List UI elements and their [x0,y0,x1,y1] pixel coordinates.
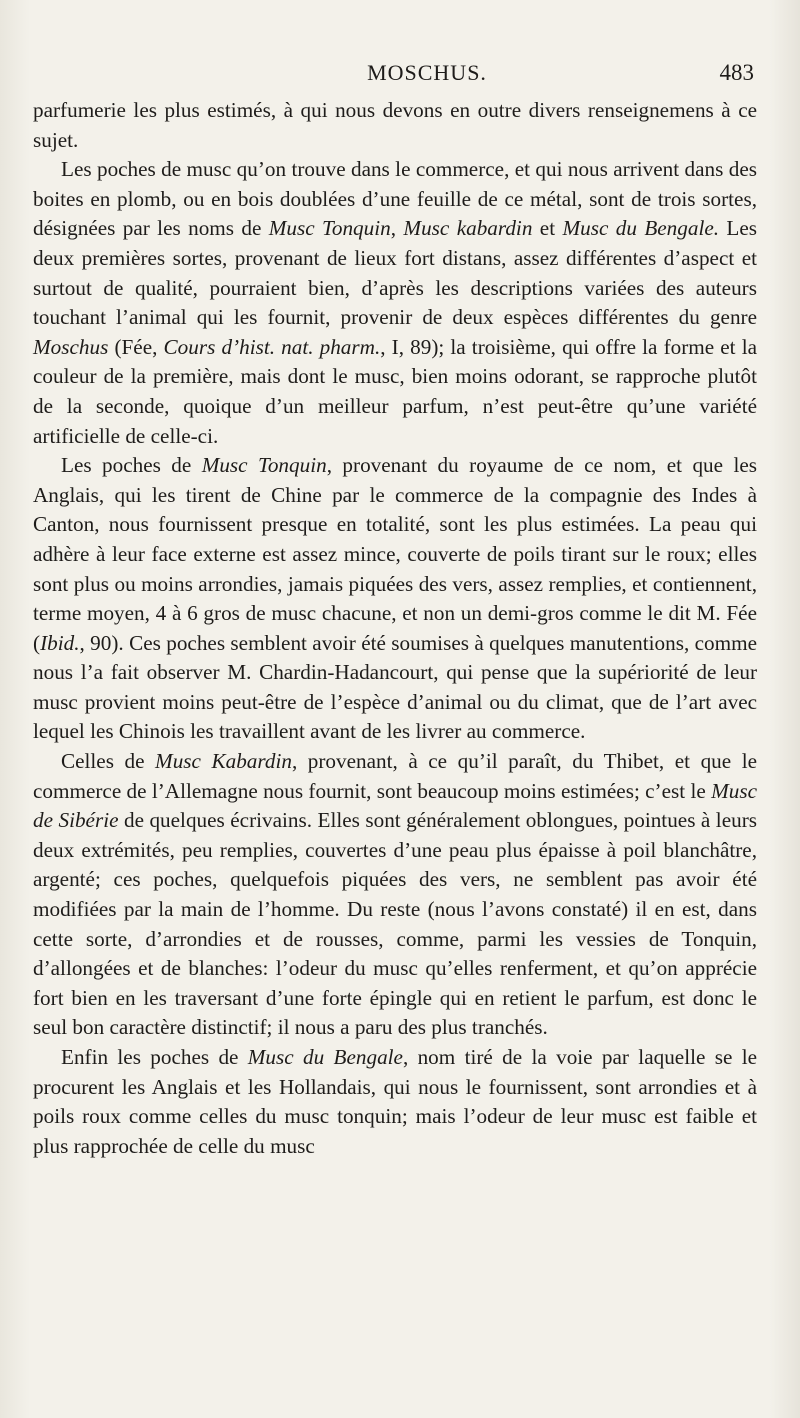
text-run: Les poches de [61,453,202,478]
italic-text: Ibid. [40,630,80,655]
text-run: de quelques écrivains. Elles sont généralement oblongues, pointues à leurs deux extrémités, peu remplies, couvertes d’une peau plus épaisse à poil blanchâtre, argenté; ces poches, quelquefois piquées des vers, ne semblent pas avoir été modifiées par la main de l’homme. Du reste (nous l’avons constaté) il en est, dans cette sorte, d’arrondies et de rousses, comme, parmi les vessies de Tonquin, d’allongées et de blanches: l’odeur du musc qu’elles renferment, et qu’on apprécie fort bien en les traversant d’une forte épingle qui en retient le parfum, est donc le seul bon caractère distinctif; il nous a paru des plus tranchés. [33,808,757,1040]
paragraph [33,451,757,747]
paragraph [33,155,757,451]
italic-text: Musc du Bengale. [562,216,720,241]
italic-text: Musc Tonquin [268,216,391,241]
text-run: , I, 89); la troisième, qui offre la forme et la couleur de la première, mais dont le musc, bien moins odorant, se rapproche plutôt de la seconde, quoique d’un meilleur parfum, n’est peut-être qu’une variété artificielle de celle-ci. [33,334,757,448]
italic-text: Musc du Bengale [247,1045,403,1069]
italic-text: Musc Kabardin [155,749,292,774]
text-run: Les deux premières sortes, provenant de lieux fort distans, assez différentes d’aspect et surtout de qualité, pourraient bien, d’après les descriptions variées des auteurs touchant l’animal qui les fournit, provenir de deux espèces différentes du genre [33,216,758,330]
text-run: Celles de [61,749,156,774]
italic-text: Musc de Sibérie [33,778,757,833]
italic-text: Cours d’hist. nat. pharm. [163,334,381,359]
text-run: , 90). Ces poches semblent avoir été soumises à quelques manutentions, comme nous l’a fait observer M. Chardin-Hadancourt, qui pense que la supériorité de leur musc provient moins peut-être de l’espèce d’animal ou du climat, que de l’art avec lequel les Chinois les travaillent avant de les livrer au commerce. [33,630,757,744]
text-run: (Fée, [108,334,164,359]
paragraph [33,1043,757,1161]
italic-text: Musc kabardin [403,216,533,241]
text-run: Enfin les poches de [61,1045,248,1069]
text-run: et [532,216,563,241]
page-header [50,60,764,94]
text-run: , provenant du royaume de ce nom, et que les Anglais, qui les tirent de Chine par le commerce de la compagnie des Indes à Canton, nous fournissent presque en totalité, sont les plus estimées. La peau qui adhère à leur face externe est assez mince, couverte de poils tirant sur le roux; elles sont plus ou moins arrondies, jamais piquées des vers, assez remplies, et contiennent, terme moyen, 4 à 6 gros de musc chacune, et non un demi-gros comme le dit M. Fée ( [33,453,757,655]
body-text [33,96,757,1161]
italic-text: Moschus [33,334,109,359]
running-title: MOSCHUS. [367,60,487,85]
page-number: 483 [719,60,754,85]
italic-text: Musc Tonquin [201,453,327,478]
paragraph [33,96,757,155]
text-run: , nom tiré de la voie par laquelle se le procurent les Anglais et les Hollandais, qui nous le fournissent, sont arrondies et à poils roux comme celles du musc tonquin; mais l’odeur de leur musc est faible et plus rapprochée de celle du musc [33,1045,757,1158]
paragraph [33,747,757,1043]
text-run: , provenant, à ce qu’il paraît, du Thibet, et que le commerce de l’Allemagne nous fournit, sont beaucoup moins estimées; c’est le [33,749,757,803]
text-run: parfumerie les plus estimés, à qui nous devons en outre divers renseignemens à ce sujet. [33,98,757,152]
text-run: , [390,216,404,241]
text-run: Les poches de musc qu’on trouve dans le commerce, et qui nous arrivent dans des boites en plomb, ou en bois doublées d’une feuille de ce métal, sont de trois sortes, désignées par les noms de [33,157,757,241]
